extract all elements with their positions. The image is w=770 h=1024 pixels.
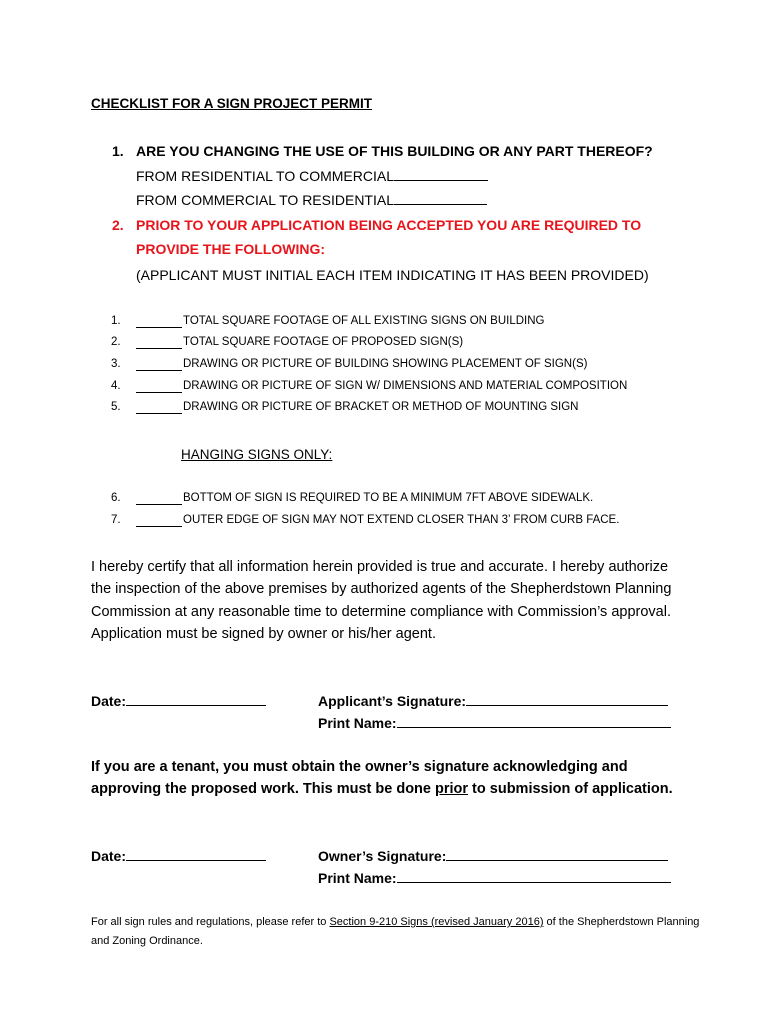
checklist-item: [0, 401, 770, 415]
checklist-item: [0, 358, 770, 372]
item-text: DRAWING OR PICTURE OF SIGN W/ DIMENSIONS AND MATERIAL COMPOSITION: [183, 380, 628, 392]
option-commercial-to-residential: [136, 191, 487, 208]
print-name-label: Print Name:: [318, 870, 397, 886]
checklist-item: [0, 492, 770, 506]
item-number: 3.: [111, 358, 121, 370]
applicant-print-name-field: [318, 714, 671, 731]
page-title: CHECKLIST FOR A SIGN PROJECT PERMIT: [91, 96, 373, 111]
tenant-notice: [91, 756, 691, 801]
owner-signature-field: [318, 847, 668, 864]
owner-date-field: [91, 847, 266, 864]
applicant-signature-label: Applicant’s Signature:: [318, 693, 467, 709]
item-number: 1.: [111, 315, 121, 327]
date-blank[interactable]: [126, 847, 266, 861]
question-2: [0, 217, 770, 235]
question-2-number: 2.: [112, 217, 124, 233]
initial-blank[interactable]: [136, 514, 182, 527]
option-b-label: FROM COMMERCIAL TO RESIDENTIAL: [136, 192, 394, 208]
question-1: [0, 143, 770, 161]
hanging-signs-heading: HANGING SIGNS ONLY:: [181, 447, 333, 462]
item-text: DRAWING OR PICTURE OF BUILDING SHOWING PLACEMENT OF SIGN(S): [183, 358, 588, 370]
item-text: DRAWING OR PICTURE OF BRACKET OR METHOD OF MOUNTING SIGN: [183, 401, 579, 413]
item-number: 4.: [111, 380, 121, 392]
tenant-notice-emphasis: prior: [435, 781, 469, 798]
initial-blank[interactable]: [136, 336, 182, 349]
applicant-signature-blank[interactable]: [466, 692, 668, 706]
footer-text-end: of the Shepherdstown Planning and Zoning Ordinance.: [91, 916, 700, 947]
item-text: TOTAL SQUARE FOOTAGE OF PROPOSED SIGN(S): [183, 336, 464, 348]
applicant-signature-field: [318, 692, 668, 709]
item-number: 7.: [111, 514, 121, 526]
initial-blank[interactable]: [136, 492, 182, 505]
option-residential-to-commercial: [136, 167, 488, 184]
initial-instruction: (APPLICANT MUST INITIAL EACH ITEM INDICATING IT HAS BEEN PROVIDED): [136, 267, 649, 283]
owner-signature-label: Owner’s Signature:: [318, 848, 447, 864]
checklist-item: [0, 514, 770, 528]
question-2-line-2: PROVIDE THE FOLLOWING:: [136, 241, 325, 257]
initial-blank[interactable]: [136, 401, 182, 414]
certification-statement: I hereby certify that all information herein provided is true and accurate. I hereby authorize the inspection of the above premises by authorized agents of the Shepherdstown Planning Commission at any reasonable time to determine compliance with Commission’s approval. Application must be signed by owner or his/her agent.: [91, 559, 672, 643]
applicant-date-field: [91, 692, 266, 709]
item-text: BOTTOM OF SIGN IS REQUIRED TO BE A MINIMUM 7FT ABOVE SIDEWALK.: [183, 492, 594, 504]
print-name-blank[interactable]: [397, 714, 671, 728]
option-a-blank[interactable]: [394, 167, 488, 181]
item-number: 6.: [111, 492, 121, 504]
item-number: 5.: [111, 401, 121, 413]
item-text: TOTAL SQUARE FOOTAGE OF ALL EXISTING SIGNS ON BUILDING: [183, 315, 545, 327]
question-2-line-1: PRIOR TO YOUR APPLICATION BEING ACCEPTED YOU ARE REQUIRED TO: [136, 217, 642, 233]
option-a-label: FROM RESIDENTIAL TO COMMERCIAL: [136, 168, 394, 184]
checklist-item: [0, 336, 770, 350]
tenant-notice-text-end: to submission of application.: [468, 781, 673, 798]
owner-signature-blank[interactable]: [446, 847, 668, 861]
date-blank[interactable]: [126, 692, 266, 706]
question-1-text: ARE YOU CHANGING THE USE OF THIS BUILDING OR ANY PART THEREOF?: [136, 143, 653, 159]
item-number: 2.: [111, 336, 121, 348]
date-label: Date:: [91, 693, 127, 709]
owner-print-name-field: [318, 869, 671, 886]
item-text: OUTER EDGE OF SIGN MAY NOT EXTEND CLOSER THAN 3’ FROM CURB FACE.: [183, 514, 620, 526]
initial-blank[interactable]: [136, 315, 182, 328]
print-name-blank[interactable]: [397, 869, 671, 883]
ordinance-section-link[interactable]: Section 9-210 Signs (revised January 2016): [329, 916, 544, 928]
initial-blank[interactable]: [136, 380, 182, 393]
initial-blank[interactable]: [136, 358, 182, 371]
tenant-notice-text: If you are a tenant, you must obtain the owner’s signature acknowledging and approving the proposed work. This must be done: [91, 759, 628, 798]
footer-text: For all sign rules and regulations, please refer to: [91, 916, 330, 928]
print-name-label: Print Name:: [318, 715, 397, 731]
checklist-item: [0, 315, 770, 329]
date-label: Date:: [91, 848, 127, 864]
question-1-number: 1.: [112, 143, 124, 159]
option-b-blank[interactable]: [394, 191, 487, 205]
footer-reference: [91, 913, 711, 951]
checklist-item: [0, 380, 770, 394]
